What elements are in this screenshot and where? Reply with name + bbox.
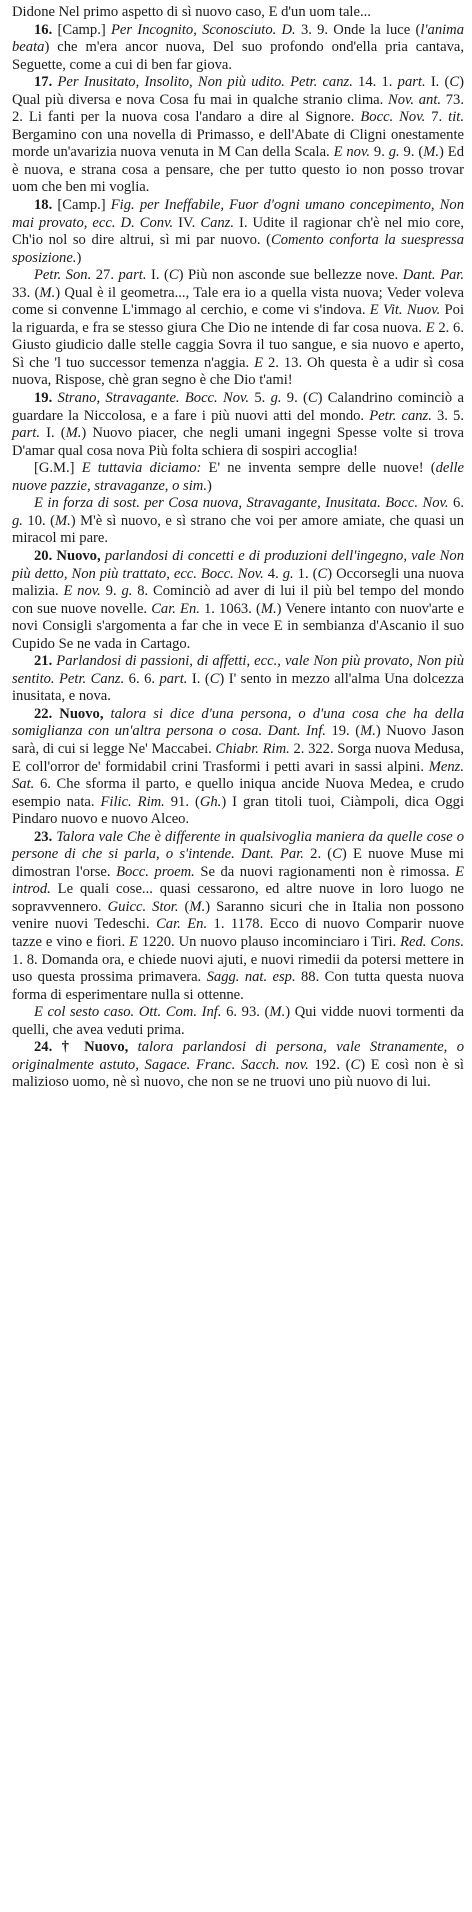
entry-text: [Camp.] (52, 21, 111, 38)
italic-text: talora si dice d'una persona, o d'una cosa che ha della somiglianza con un'altra persona o cosa. Dant. Inf. (12, 705, 464, 740)
sense-number: 21. (34, 653, 53, 670)
entry-text: 6. 93. ( (221, 1004, 270, 1021)
sense-number: 16. (34, 21, 53, 38)
italic-text: Gh. (199, 793, 222, 810)
entry-text: I. ( (425, 74, 450, 91)
entry-text: 14. 1. (352, 74, 398, 91)
italic-text: M. (65, 425, 82, 442)
entry-text: Bergamino con una novella di Primasso, e dell'Abate di Cligni onestamente morde un'avarizia nuova venuta in M Can della Scala. (12, 126, 464, 161)
italic-text: M. (360, 723, 376, 740)
entry-text: ) (206, 477, 212, 494)
entry-text: ( (178, 898, 190, 915)
italic-text: Chiabr. Rim. (215, 740, 290, 757)
entry-text: ) I gran titoli tuoi, Ciàmpoli, dica Oggi Pindaro nuovo e nuovo Alceo. (12, 793, 465, 828)
entry-text: [G.M.] (34, 460, 82, 477)
entry-text: 6. (448, 495, 464, 512)
italic-text: C (168, 267, 179, 284)
italic-text: parlandosi di concetti e di produzioni dell'ingegno, vale Non più detto, Non più trattato, ecc. Bocc. Nov. (12, 547, 465, 582)
italic-text: E nov. (333, 144, 371, 161)
entry-text: E' ne inventa sempre delle nuove! ( (201, 460, 436, 477)
entry-text: 2. ( (303, 846, 333, 863)
entry-text: 10. ( (22, 512, 55, 529)
entry-text: ) M'è sì nuovo, e sì strano che voi per amore amiate, che quasi un miracol mi pare. (12, 512, 464, 547)
entry-text: ) E nuove Muse mi dimostran l'orse. (12, 846, 464, 880)
italic-text: part. (12, 425, 40, 442)
entry-text: I. Udite il ragionar ch'è nel mio core, Ch'io nol so dire altrui, sì mi par nuovo. ( (12, 214, 464, 249)
entry-paragraph (12, 495, 464, 548)
italic-text: g. (12, 512, 23, 529)
italic-text: Guicc. Stor. (107, 898, 179, 915)
entry-text: IV. (173, 214, 201, 231)
italic-text: C (209, 670, 220, 687)
entry-paragraph (12, 4, 464, 22)
entry-text: 9. ( (281, 390, 308, 407)
italic-text: g. (270, 390, 282, 407)
entry-text: ) Nuovo Jason sarà, di cui si legge Ne' Maccabei. (12, 723, 464, 757)
italic-text: M. (189, 898, 206, 915)
entry-text: ) Qual è il geometra..., Tale era io a quella vista nuova; Veder voleva come si convenne L'immago al cerchio, e come vi s'indova. (12, 284, 464, 319)
entry-text: 91. ( (164, 793, 200, 810)
italic-text: Bocc. Nov. (360, 109, 426, 126)
entry-text: ) Qui vidde nuovi tormenti da quelli, che avea veduti prima. (12, 1004, 464, 1038)
italic-text: tit. (448, 109, 464, 126)
entry-text: 9. (370, 144, 389, 161)
entry-text: ) che m'era ancor nuova, Del suo profondo ond'ella pria cantava, Seguette, come a cui di ben far giova. (12, 39, 464, 73)
entry-text: 1. 1178. Ecco di nuovo Comparir nuove tazze e vino e fiori. (12, 916, 464, 950)
sense-number: 20. Nuovo, (34, 547, 101, 564)
entry-text: I. ( (39, 425, 66, 442)
entry-text: 5. (249, 390, 271, 407)
entry-text: 19. ( (325, 723, 361, 740)
italic-text: g. (121, 583, 133, 600)
italic-text: Comento conforta la suespressa sposizione. (12, 232, 464, 266)
entry-text: I. ( (146, 267, 169, 284)
italic-text: C (332, 846, 342, 863)
italic-text: M. (269, 1004, 286, 1021)
entry-text: 1. ( (293, 565, 318, 582)
italic-text: Petr. Son. (34, 267, 92, 284)
sense-number: 22. Nuovo, (34, 705, 104, 722)
sense-number: 19. (34, 390, 53, 407)
entry-paragraph (12, 829, 464, 1004)
italic-text: E col sesto caso. Ott. Com. Inf. (34, 1004, 222, 1021)
entry-text: 88. Con tutta questa nuova forma di esperimentare nulla si ottenne. (12, 969, 464, 1003)
entry-text: ) Più non asconde sue bellezze nove. (178, 267, 403, 284)
entry-paragraph (12, 1039, 464, 1092)
entry-text: ) Calandrino cominciò a guardare la Niccolosa, e a fare i più nuovi atti del mondo. (12, 390, 464, 424)
entry-text: 6. 6. (124, 670, 160, 687)
italic-text: C (350, 1056, 361, 1073)
italic-text: C (307, 390, 318, 407)
entry-text: 9. ( (399, 144, 424, 161)
italic-text: Car. En. (151, 600, 200, 617)
entry-text: 7. (425, 109, 449, 126)
italic-text: E tuttavia diciamo: (81, 460, 202, 477)
entry-paragraph (12, 706, 464, 829)
entry-paragraph (12, 653, 464, 706)
italic-text: M. (423, 144, 440, 161)
italic-text: Nov. ant. (388, 91, 442, 108)
italic-text: M. (39, 284, 56, 301)
italic-text: g. (282, 565, 294, 582)
entry-text: Le quali cose... quasi cessarono, ed altre nuove in loro luogo ne sopravvennero. (12, 881, 464, 915)
italic-text: g. (388, 144, 400, 161)
italic-text: E (254, 354, 264, 371)
entry-text: 1. 1063. ( (199, 600, 261, 617)
entry-text: ) I' sento in mezzo all'alma Una dolcezza inusitata, e nova. (12, 670, 464, 705)
entry-text: Didone Nel primo aspetto di sì nuovo caso, E d'un uom tale... (12, 4, 371, 20)
italic-text: part. (397, 74, 426, 91)
sense-number: 24. † Nuovo, (34, 1039, 129, 1056)
entry-text: 3. 5. (431, 407, 464, 424)
entry-paragraph (12, 267, 464, 390)
sense-number: 18. (34, 197, 53, 214)
entry-text: 73. 2. Li fanti per la nuova cosa l'andaro a dire al Signore. (12, 91, 464, 126)
italic-text: E in forza di sost. per Cosa nuova, Stravagante, Inusitata. Bocc. Nov. (34, 495, 449, 512)
entry-text: 33. ( (12, 284, 40, 301)
entry-text: 6. Che sforma il parto, e quello iniqua ancide Nuova Medea, e crudo esempio nata. (12, 776, 464, 810)
entry-text: ) E così non è sì malizioso uomo, nè sì nuovo, che non se ne truovi uno più nuovo di lui. (12, 1056, 464, 1091)
italic-text: Talora vale Che è differente in qualsivoglia maniera da quelle cose o persone di che si parla, o s'intende. Dant. Par. (12, 828, 464, 863)
italic-text: Filic. Rim. (100, 793, 165, 810)
entry-text: 1220. Un nuovo plauso incominciaro i Tiri. (137, 933, 401, 950)
entry-text: 3. 9. Onde la luce ( (295, 21, 421, 38)
entry-text: 9. (100, 583, 122, 600)
italic-text: Canz. (200, 214, 234, 231)
italic-text: C (317, 565, 328, 582)
italic-text: Sagg. nat. esp. (206, 969, 296, 986)
italic-text: Per Incognito, Sconosciuto. D. (110, 21, 296, 38)
entry-text: 27. (91, 267, 119, 284)
entry-text: ) Venere intanto con nuov'arte e novi Consigli s'argomenta a far che in vece E in sembianza d'Ascanio il suo Cupido Se ne vada in Cartago. (12, 600, 464, 652)
entry-paragraph (12, 74, 464, 197)
italic-text: E nov. (63, 583, 101, 600)
entry-text: ) Saranno sicuri che in Italia non possono venire nuovi Tedeschi. (12, 898, 464, 933)
sense-number: 17. (34, 74, 53, 91)
italic-text: part. (159, 670, 188, 687)
entry-text: I. ( (187, 670, 210, 687)
italic-text: Petr. canz. (369, 407, 432, 424)
italic-text: E introd. (12, 863, 465, 898)
italic-text: Per Inusitato, Insolito, Non più udito. Petr. canz. (52, 74, 353, 91)
entry-paragraph (12, 22, 464, 75)
entry-text: Poi la riguarda, e fra se stesso giura Che Dio ne intende di far cosa nuova. (12, 302, 465, 336)
entry-paragraph (12, 197, 464, 267)
entry-text: 192. ( (308, 1056, 351, 1073)
italic-text: Red. Cons. (400, 933, 464, 950)
entry-text: ) Nuovo piacer, che negli umani ingegni Spesse volte si trova D'amar qual cosa nova Più folta schiera di sospiri accoglia! (12, 425, 464, 459)
italic-text: Parlandosi di passioni, di affetti, ecc., vale Non più provato, Non più sentito. Petr. Canz. (12, 653, 464, 687)
entry-text: 2. 13. Oh questa è a udir sì cosa nuova, Rispose, chè gran segno è che Dio t'ami! (12, 354, 464, 389)
italic-text: Car. En. (156, 916, 208, 933)
italic-text: Fig. per Ineffabile, Fuor d'ogni umano concepimento, Non mai provato, ecc. D. Conv. (12, 197, 464, 231)
entry-text: ) Ed è nuova, e strana cosa a pensare, che per tutto questo io non posso trovar uom che ben mi voglia. (12, 144, 464, 196)
italic-text: Menz. Sat. (12, 758, 464, 793)
entry-paragraph (12, 460, 464, 495)
entry-text: ) Qual più diversa e nova Cosa fu mai in qualche stranio clima. (12, 74, 464, 108)
italic-text: part. (118, 267, 147, 284)
entry-paragraph (12, 390, 464, 460)
italic-text: M. (260, 600, 277, 617)
italic-text: talora parlandosi di persona, vale Stranamente, o originalmente astuto, Sagace. Franc. Sacch. nov. (12, 1039, 465, 1073)
entry-text: 1. 8. Domanda ora, e chiede nuovi ajuti, e nuovi rimedii da potersi mettere in uso questa prossima primavera. (12, 951, 464, 986)
entry-paragraph (12, 548, 464, 653)
entry-text: Se da nuovi ragionamenti non è rimossa. (194, 863, 456, 880)
italic-text: l'anima beata (12, 21, 465, 56)
italic-text: E (129, 933, 138, 950)
entry-paragraph (12, 1004, 464, 1039)
entry-text: 2. 6. Giusto giudicio dalle stelle caggia Sovra il tuo sangue, e sia nuovo e aperto, Sì che 'l tuo successor temenza n'aggia. (12, 319, 465, 371)
entry-text: 2. 322. Sorga nuova Medusa, E coll'orror de' formidabil crini Trasformi i petti avari in sassi alpini. (12, 740, 465, 775)
entry-text: [Camp.] (52, 197, 111, 214)
italic-text: Dant. Par. (402, 267, 465, 284)
italic-text: delle nuove pazzie, stravaganze, o sim. (12, 460, 464, 494)
entry-text: 4. (263, 565, 283, 582)
italic-text: E (425, 319, 435, 336)
entry-text: 8. Cominciò ad aver di lui il più bel tempo del mondo con sue nuove novelle. (12, 583, 464, 617)
italic-text: C (449, 74, 460, 91)
entry-text: ) (76, 249, 82, 266)
italic-text: Strano, Stravagante. Bocc. Nov. (52, 390, 250, 407)
italic-text: M. (54, 512, 71, 529)
italic-text: E Vit. Nuov. (369, 302, 441, 319)
sense-number: 23. (34, 828, 53, 845)
entry-text: ) Occorsegli una nuova malizia. (12, 565, 464, 600)
italic-text: Bocc. proem. (116, 863, 195, 880)
